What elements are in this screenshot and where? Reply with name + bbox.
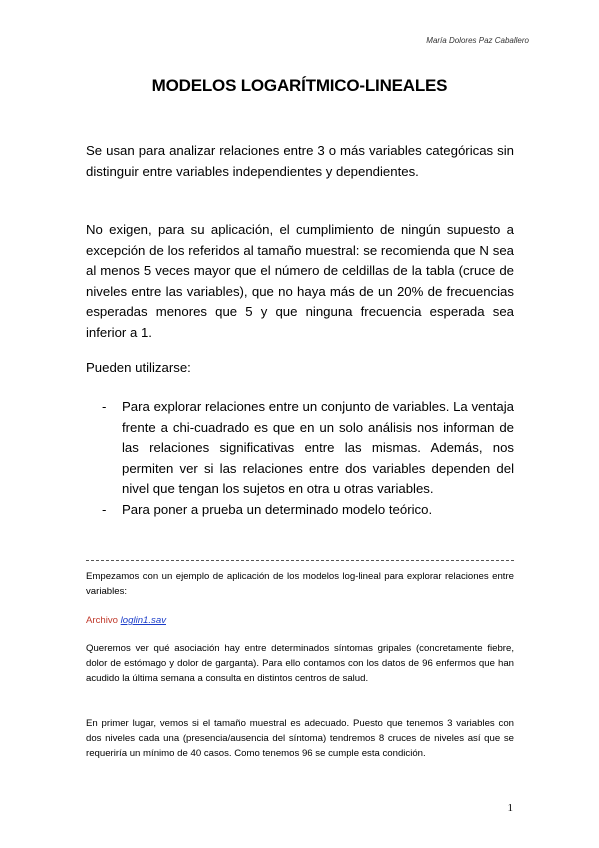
intro-paragraph: Se usan para analizar relaciones entre 3 o más variables categóricas sin distinguir entre variables independientes y dependientes.: [86, 143, 514, 179]
list-item: [100, 397, 514, 500]
example-description: Queremos ver qué asociación hay entre determinados síntomas gripales (concretamente fiebre, dolor de estómago y dolor de garganta). Para ello contamos con los datos de 96 enfermos que han acudido la última semana a consulta en distintos centros de salud.: [86, 643, 514, 684]
sample-size-paragraph: En primer lugar, vemos si el tamaño muestral es adecuado. Puesto que tenemos 3 variables con dos niveles cada una (presencia/ausencia del síntoma) tendremos 8 cruces de niveles así que se requeriría un mínimo de 40 casos. Como tenemos 96 se cumple esta condición.: [86, 718, 514, 759]
header-author: María Dolores Paz Caballero: [426, 36, 529, 45]
list-item-text: Para poner a prueba un determinado modelo teórico.: [122, 501, 433, 517]
page-number: 1: [507, 802, 513, 814]
list-dash: -: [102, 399, 107, 414]
requirements-paragraph: No exigen, para su aplicación, el cumplimiento de ningún supuesto a excepción de los referidos al tamaño muestral: se recomienda que N sea al menos 5 veces mayor que el número de celdillas de la tabla (cruce de niveles entre las variables), que no haya más de un 20% de frecuencias esperadas menores que 5 y que ninguna frecuencia esperada sea inferior a 1.: [86, 222, 514, 340]
list-item: [100, 500, 514, 521]
uses-list: [100, 397, 514, 520]
list-dash: -: [102, 501, 107, 517]
page-title: MODELOS LOGARÍTMICO-LINEALES: [151, 76, 448, 95]
dashed-divider: [86, 560, 514, 561]
example-intro: Empezamos con un ejemplo de aplicación de los modelos log-lineal para explorar relaciones entre variables:: [86, 571, 514, 597]
uses-heading: Pueden utilizarse:: [86, 360, 191, 375]
file-link[interactable]: loglin1.sav: [120, 615, 166, 626]
file-reference: [86, 613, 514, 628]
list-item-text: Para explorar relaciones entre un conjunto de variables. La ventaja frente a chi-cuadrado es que en un solo análisis nos informan de las relaciones significativas entre las mismas. Además, nos permiten ver si las relaciones entre dos variables dependen del nivel que tengan los sujetos en otra u otras variables.: [122, 399, 514, 496]
file-label: Archivo: [86, 615, 121, 626]
